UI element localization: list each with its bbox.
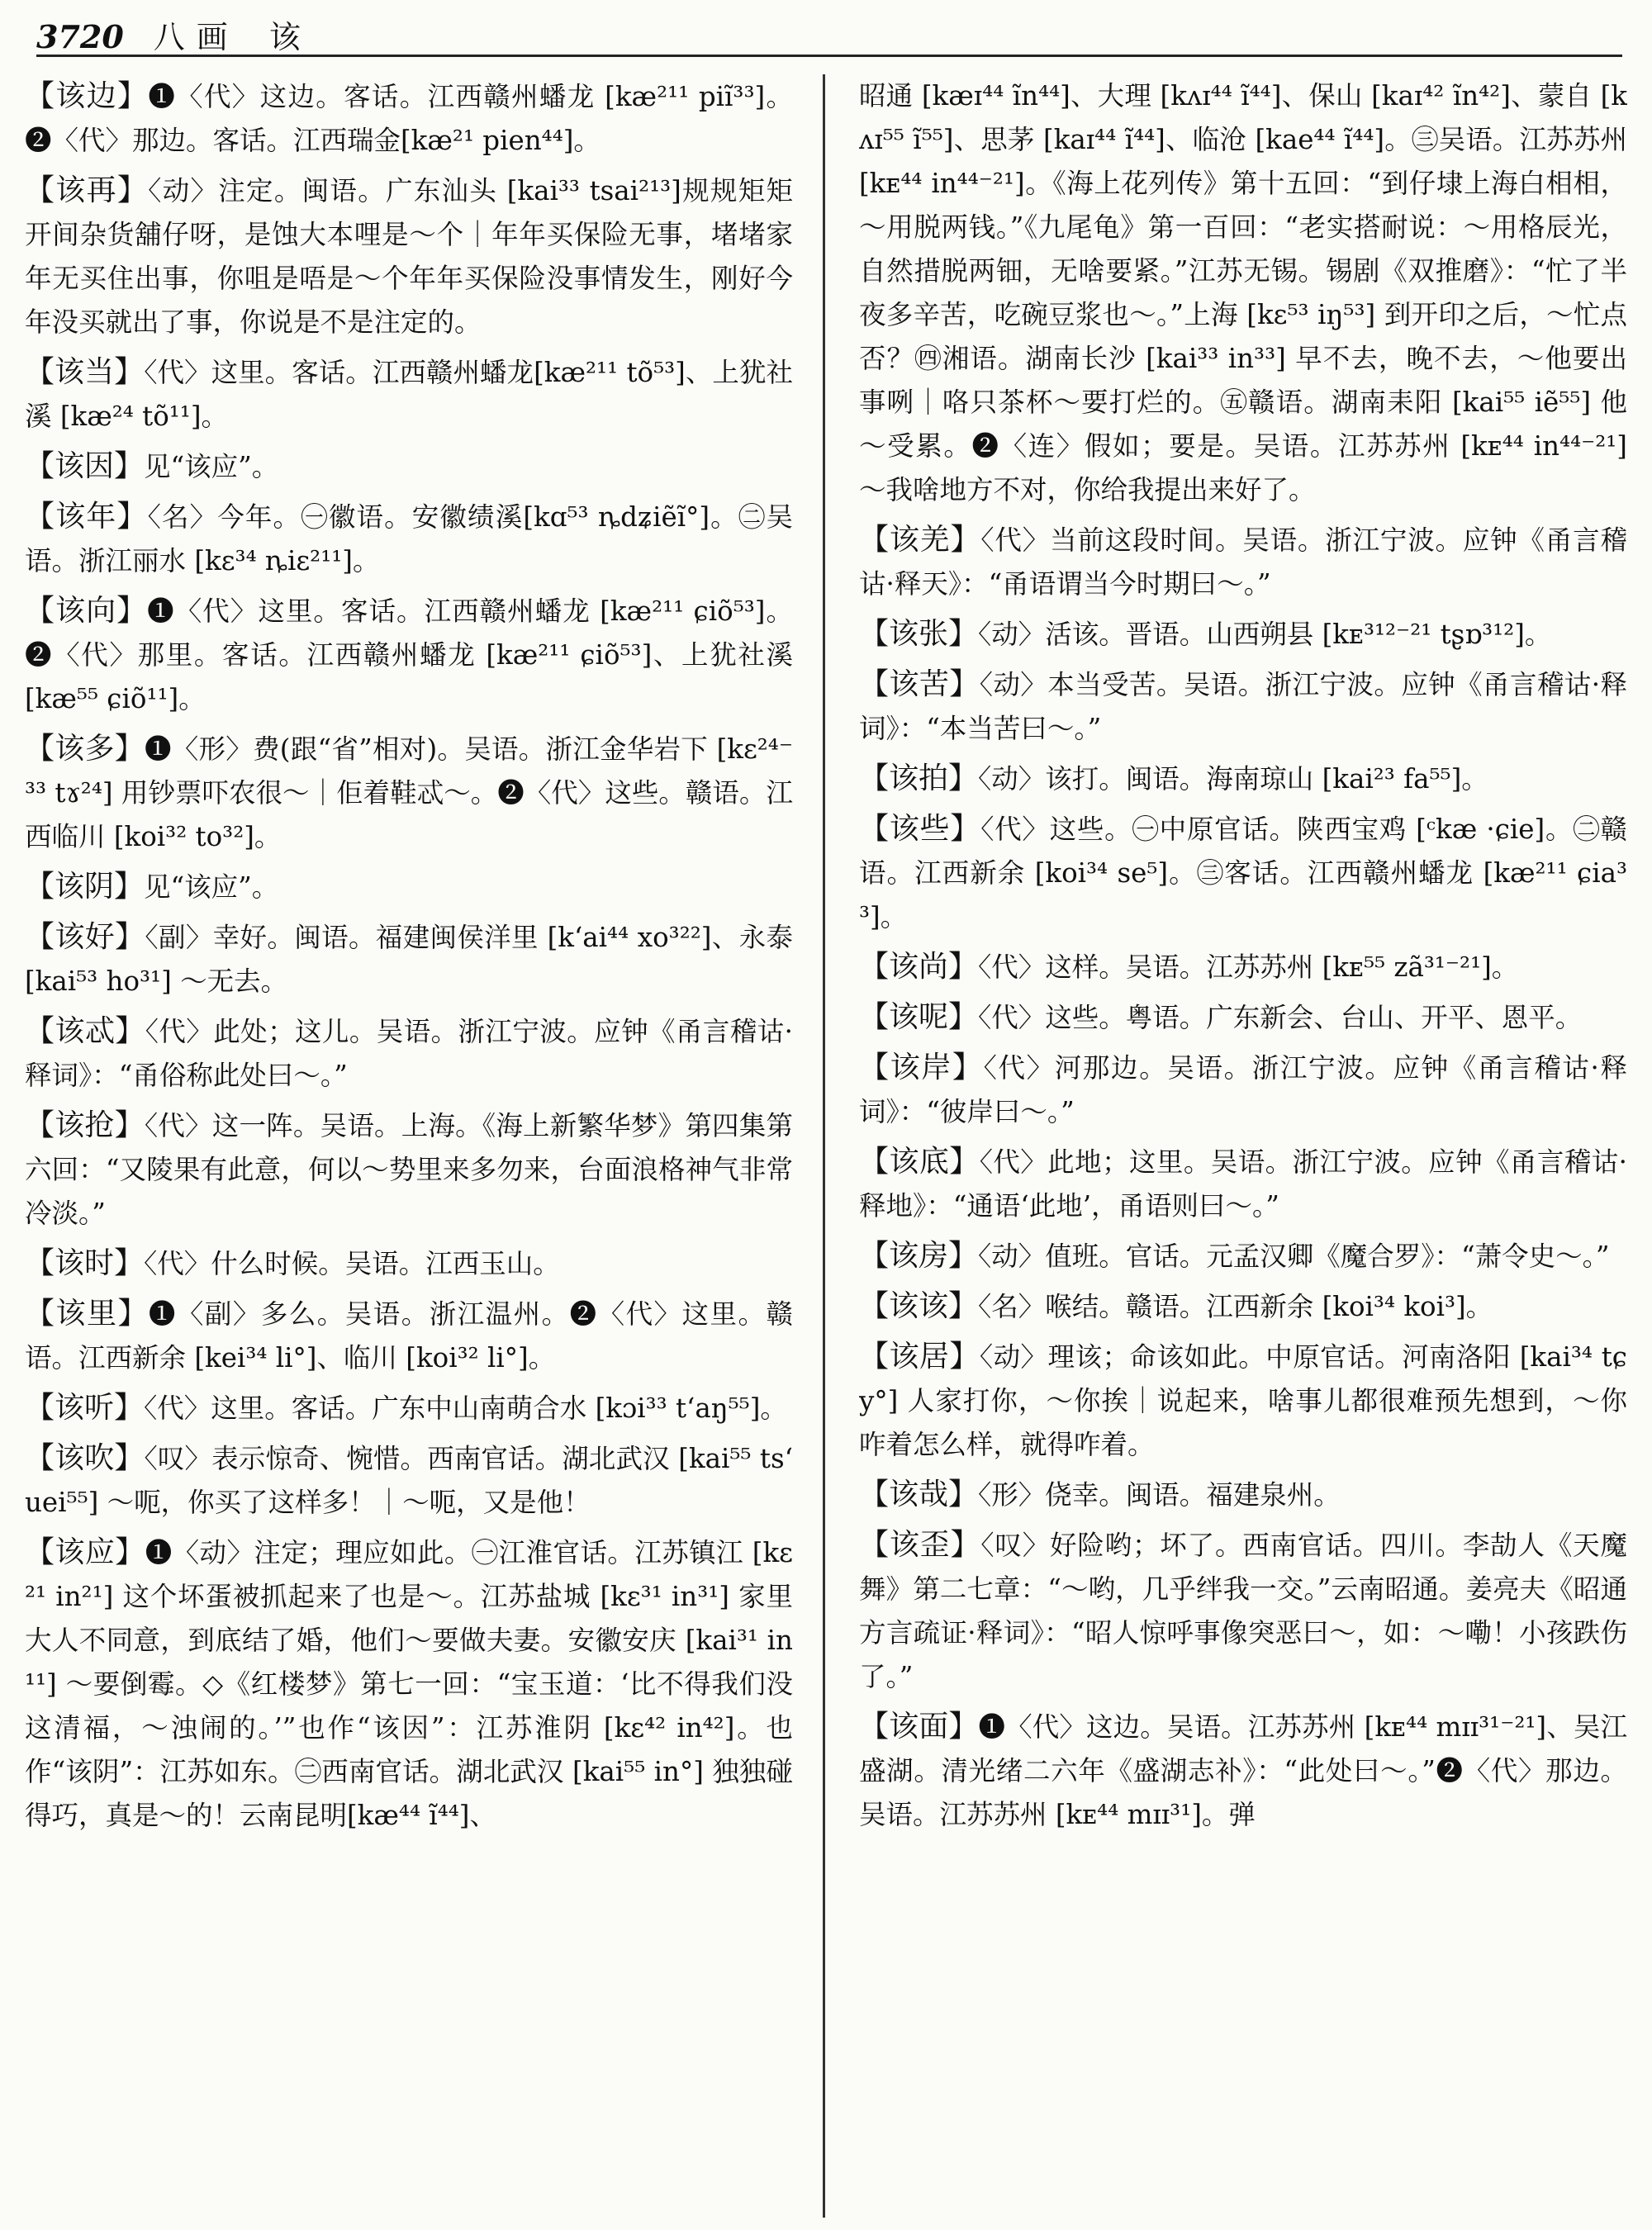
headword: 【该该】 — [859, 1289, 979, 1323]
entry: 【该听】〈代〉这里。客话。广东中山南萌合水 [kɔi³³ tʻaŋ⁵⁵]。 — [25, 1391, 787, 1425]
entry: 【该歪】〈叹〉好险哟；坏了。西南官话。四川。李劼人《天魔舞》第二七章：“～哟，几乎绊我一交。”云南昭通。姜亮夫《昭通方言疏证·释词》：“昭人惊呼事像突恶曰～，如：～嘞！小孩跌伤了。” — [859, 1528, 1627, 1692]
headword: 【该底】 — [859, 1145, 980, 1179]
entry: 【该应】❶〈动〉注定；理应如此。㊀江淮官话。江苏镇江 [kɛ²¹ in²¹] 这个坏蛋被抓起来了也是～。江苏盐城 [kɛ³¹ in³¹] 家里大人不同意，到底结了婚，他们～要做夫妻。安徽安庆 [kai³¹ in¹¹] ～要倒霉。◇《红楼梦》第七一回：“宝玉道：‘比不得我们没这清福，～浊闹的。’”也作“该因”：江苏淮阴 [kɛ⁴² in⁴²]。也作“该阴”：江苏如东。㊁西南官话。湖北武汉 [kai⁵⁵ in°] 独独碰得巧，真是～的！云南昆明[kæ⁴⁴ ĩ⁴⁴]、 — [25, 1535, 793, 1831]
entry: 【该阴】见“该应”。 — [25, 870, 279, 904]
entry: 【该岸】〈代〉河那边。吴语。浙江宁波。应钟《甬言稽诂·释词》：“彼岸曰～。” — [859, 1051, 1627, 1127]
headword: 【该呢】 — [859, 1000, 979, 1034]
headword: 【该应】 — [25, 1535, 145, 1569]
entry: 【该再】〈动〉注定。闽语。广东汕头 [kai³³ tsai²¹³]规规矩矩开间杂货舖仔呀，是蚀大本哩是～个｜年年买保险无事，堵堵家年无买住出事，你咀是唔是～个年年买保险没事情发生，刚好今年没买就出了事，你说是不是注定的。 — [25, 173, 793, 338]
entry: 【该忒】〈代〉此处；这儿。吴语。浙江宁波。应钟《甬言稽诂·释词》：“甬俗称此处曰～。” — [25, 1014, 793, 1091]
headword: 【该面】 — [859, 1710, 979, 1744]
headword: 【该忒】 — [25, 1014, 145, 1048]
entry: 【该抢】〈代〉这一阵。吴语。上海。《海上新繁华梦》第四集第六回：“又陵果有此意，何以～势里来多勿来，台面浪格神气非常冷淡。” — [25, 1108, 793, 1229]
page-header — [36, 12, 1622, 57]
headword: 【该年】 — [25, 500, 148, 534]
entry: 【该里】❶〈副〉多么。吴语。浙江温州。❷〈代〉这里。赣语。江西新余 [kei³⁴ li°]、临川 [koi³² li°]。 — [25, 1297, 793, 1374]
entry: 【该好】〈副〉幸好。闽语。福建闽侯洋里 [kʻai⁴⁴ xo³²²]、永泰 [kai⁵³ ho³¹] ～无去。 — [25, 920, 793, 997]
entry: 【该羌】〈代〉当前这段时间。吴语。浙江宁波。应钟《甬言稽诂·释天》：“甬语谓当今时期曰～。” — [859, 523, 1627, 600]
headword: 【该羌】 — [859, 523, 981, 557]
entry: 【该张】〈动〉活该。晋语。山西朔县 [kᴇ³¹²⁻²¹ tʂɒ³¹²]。 — [859, 617, 1552, 651]
entry: 【该向】❶〈代〉这里。客话。江西赣州蟠龙 [kæ²¹¹ ɕiõ⁵³]。❷〈代〉那里。客话。江西赣州蟠龙 [kæ²¹¹ ɕiõ⁵³]、上犹社溪 [kæ⁵⁵ ɕiõ¹¹]。 — [25, 594, 793, 714]
headword: 【该好】 — [25, 920, 145, 954]
headword: 【该多】 — [25, 732, 145, 766]
entry-continuation: 昭通 [kæɪ⁴⁴ ĩn⁴⁴]、大理 [kʌɪ⁴⁴ ĩ⁴⁴]、保山 [kaɪ⁴² ĩn⁴²]、蒙自 [kʌɪ⁵⁵ ĩ⁵⁵]、思茅 [kaɪ⁴⁴ ĩ⁴⁴]、临沧 [kae⁴⁴ ĩ⁴⁴]。㊂吴语。江苏苏州 [kᴇ⁴⁴ in⁴⁴⁻²¹]。《海上花列传》第十五回：“到仔埭上海白相相，～用脱两钱。”《九尾龟》第一百回：“老实搭耐说：～用格辰光，自然措脱两钿，无啥要紧。”江苏无锡。锡剧《双推磨》：“忙了半夜多辛苦，吃碗豆浆也～。”上海 [kɛ⁵³ iŋ⁵³] 到开印之后，～忙点否？㊃湘语。湖南长沙 [kai³³ in³³] 早不去，晚不去，～他要出事咧｜咯只茶杯～要打烂的。㊄赣语。湖南耒阳 [kai⁵⁵ iẽ⁵⁵] 他～受累。❷〈连〉假如；要是。吴语。江苏苏州 [kᴇ⁴⁴ in⁴⁴⁻²¹] ～我啥地方不对，你给我提出来好了。 — [859, 80, 1627, 505]
headword: 【该歪】 — [859, 1528, 981, 1562]
headword: 【该边】 — [25, 79, 149, 113]
stroke-count: 八画 — [153, 19, 240, 55]
headword: 【该些】 — [859, 812, 981, 846]
left-column — [25, 74, 793, 2218]
headword: 【该时】 — [25, 1246, 145, 1280]
entry: 【该呢】〈代〉这些。粤语。广东新会、台山、开平、恩平。 — [859, 1000, 1583, 1034]
column-divider — [823, 74, 825, 2218]
entry: 【该因】见“该应”。 — [25, 449, 279, 483]
entry: 【该边】❶〈代〉这边。客话。江西赣州蟠龙 [kæ²¹¹ piĩ³³]。❷〈代〉那边。客话。江西瑞金[kæ²¹ pien⁴⁴]。 — [25, 79, 793, 156]
entry: 【该多】❶〈形〉费(跟“省”相对)。吴语。浙江金华岩下 [kɛ²⁴⁻³³ tɤ²⁴] 用钞票吓农很～｜佢着鞋忒～。❷〈代〉这些。赣语。江西临川 [koi³² to³²]。 — [25, 732, 793, 852]
headword: 【该吹】 — [25, 1441, 145, 1475]
entry: 【该该】〈名〉喉结。赣语。江西新余 [koi³⁴ koi³]。 — [859, 1289, 1493, 1323]
entry: 【该哉】〈形〉侥幸。闽语。福建泉州。 — [859, 1478, 1341, 1511]
headword: 【该尚】 — [859, 950, 979, 984]
headword: 【该张】 — [859, 617, 979, 651]
right-column — [859, 74, 1627, 2218]
entry: 【该当】〈代〉这里。客话。江西赣州蟠龙[kæ²¹¹ tõ⁵³]、上犹社溪 [kæ²⁴ tõ¹¹]。 — [25, 355, 793, 432]
headword: 【该因】 — [25, 449, 145, 483]
entry: 【该尚】〈代〉这样。吴语。江苏苏州 [kᴇ⁵⁵ zã³¹⁻²¹]。 — [859, 950, 1519, 984]
entry: 【该房】〈动〉值班。官话。元孟汉卿《魔合罗》：“萧令史～。” — [859, 1239, 1610, 1273]
headword: 【该里】 — [25, 1297, 149, 1331]
entry: 【该时】〈代〉什么时候。吴语。江西玉山。 — [25, 1246, 560, 1280]
headword: 【该抢】 — [25, 1108, 145, 1142]
headword: 【该哉】 — [859, 1478, 979, 1511]
header-character: 该 — [268, 19, 312, 55]
entry: 【该拍】〈动〉该打。闽语。海南琼山 [kai²³ fa⁵⁵]。 — [859, 762, 1488, 795]
entry: 【该底】〈代〉此地；这里。吴语。浙江宁波。应钟《甬言稽诂·释地》：“通语‘此地’，甬语则曰～。” — [859, 1145, 1627, 1222]
headword: 【该拍】 — [859, 762, 979, 795]
page-number: 3720 — [36, 18, 124, 55]
headword: 【该当】 — [25, 355, 145, 389]
headword: 【该向】 — [25, 594, 148, 628]
entry: 【该些】〈代〉这些。㊀中原官话。陕西宝鸡 [ᶜkæ ·ɕie]。㊁赣语。江西新余 [koi³⁴ se⁵]。㊂客话。江西赣州蟠龙 [kæ²¹¹ ɕia³³]。 — [859, 812, 1627, 932]
headword: 【该岸】 — [859, 1051, 984, 1084]
headword: 【该苦】 — [859, 667, 980, 701]
headword: 【该房】 — [859, 1239, 979, 1273]
entry: 【该吹】〈叹〉表示惊奇、惋惜。西南官话。湖北武汉 [kai⁵⁵ tsʻuei⁵⁵] ～呃，你买了这样多！｜～呃，又是他！ — [25, 1441, 793, 1518]
headword: 【该听】 — [25, 1391, 145, 1425]
entry: 【该居】〈动〉理该；命该如此。中原官话。河南洛阳 [kai³⁴ tɕy°] 人家打你，～你挨｜说起来，啥事儿都很难预先想到，～你咋着怎么样，就得咋着。 — [859, 1340, 1627, 1460]
entry: 【该苦】〈动〉本当受苦。吴语。浙江宁波。应钟《甬言稽诂·释词》：“本当苦曰～。” — [859, 667, 1627, 744]
entry: 【该面】❶〈代〉这边。吴语。江苏苏州 [kᴇ⁴⁴ mɪɪ³¹⁻²¹]、吴江盛湖。清光绪二六年《盛湖志补》：“此处曰～。”❷〈代〉那边。吴语。江苏苏州 [kᴇ⁴⁴ mɪɪ³¹]。弹 — [859, 1710, 1627, 1830]
headword: 【该居】 — [859, 1340, 980, 1374]
headword: 【该再】 — [25, 173, 149, 207]
headword: 【该阴】 — [25, 870, 145, 904]
entry: 【该年】〈名〉今年。㊀徽语。安徽绩溪[kɑ⁵³ ȵdʑiẽĩ°]。㊁吴语。浙江丽水 [kɛ³⁴ ȵiɛ²¹¹]。 — [25, 500, 793, 576]
